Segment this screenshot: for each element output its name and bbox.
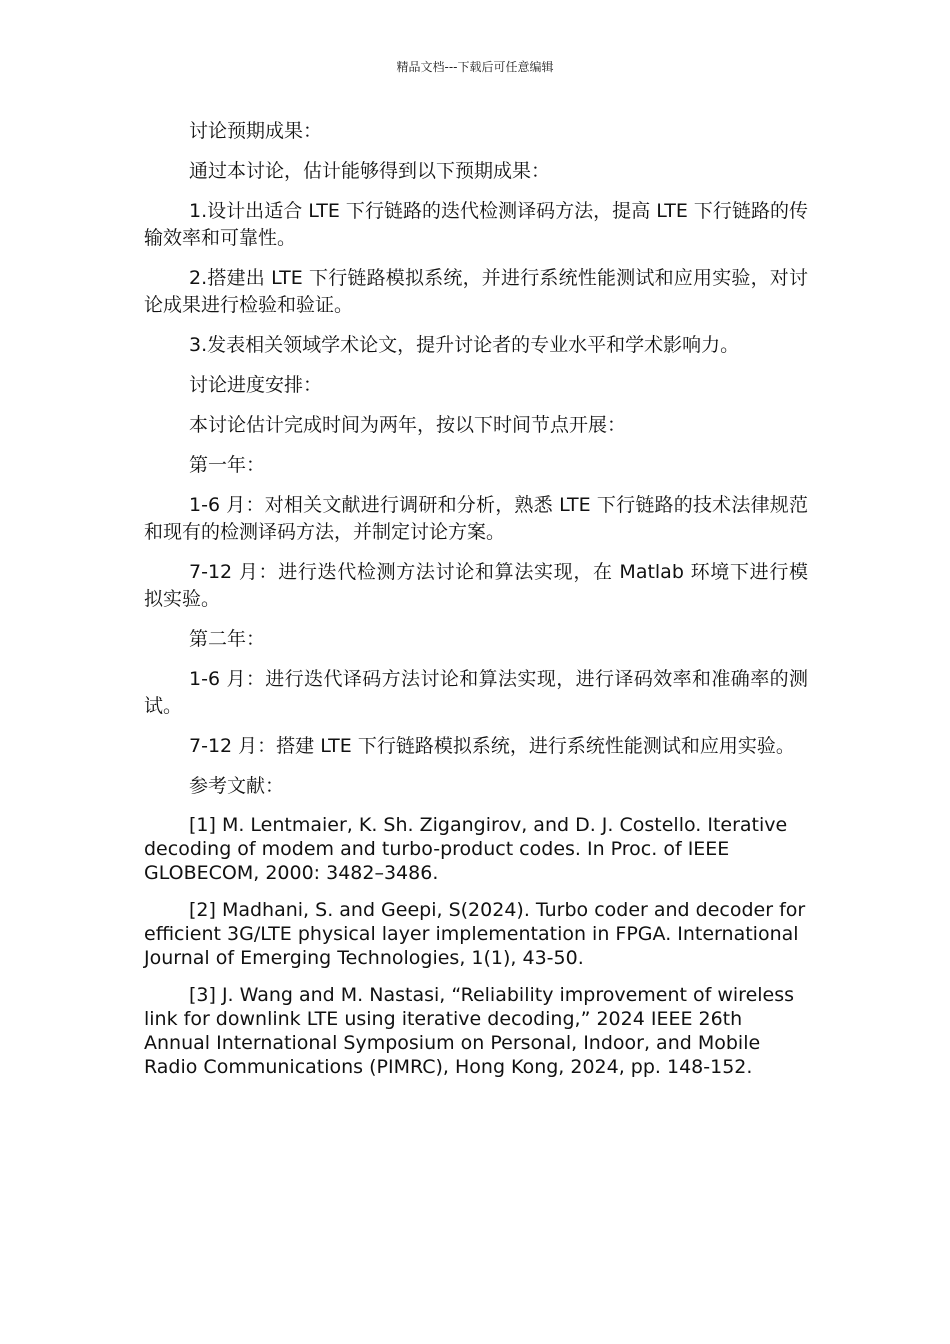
heading-schedule: 讨论进度安排：	[189, 374, 323, 396]
reference-1: [1] M. Lentmaier, K. Sh. Zigangirov, and D. J. Costello. Iterative decoding of modem and turbo-product codes. In Proc. of IEEE GLOBECOM, 2000: 3482–3486.	[144, 814, 788, 884]
expected-result-2: 2.搭建出 LTE 下行链路模拟系统，并进行系统性能测试和应用实验，对讨论成果进行检验和验证。	[144, 267, 808, 316]
year-one-months-1-6: 1-6 月：对相关文献进行调研和分析，熟悉 LTE 下行链路的技术法律规范和现有的检测译码方法，并制定讨论方案。	[144, 494, 808, 543]
heading-references: 参考文献：	[189, 775, 285, 797]
reference-2: [2] Madhani, S. and Geepi, S(2024). Turbo coder and decoder for efficient 3G/LTE physical layer implementation in FPGA. International Journal of Emerging Technologies, 1(1), 43-50.	[144, 899, 806, 969]
expected-result-1: 1.设计出适合 LTE 下行链路的迭代检测译码方法，提高 LTE 下行链路的传输效率和可靠性。	[144, 200, 808, 249]
year-two-label: 第二年：	[189, 628, 266, 650]
page-header: 精品文档---下载后可任意编辑	[396, 60, 554, 74]
reference-3: [3] J. Wang and M. Nastasi, “Reliability improvement of wireless link for downlink LTE using iterative decoding,” 2024 IEEE 26th Annual International Symposium on Personal, Indoor, and Mobile Radio Communications (PIMRC), Hong Kong, 2024, pp. 148-152.	[144, 984, 795, 1078]
intro-schedule: 本讨论估计完成时间为两年，按以下时间节点开展：	[189, 414, 627, 436]
year-two-months-1-6: 1-6 月：进行迭代译码方法讨论和算法实现，进行译码效率和准确率的测试。	[144, 668, 808, 717]
year-one-label: 第一年：	[189, 454, 266, 476]
document-body	[144, 118, 808, 1092]
year-two-months-7-12: 7-12 月：搭建 LTE 下行链路模拟系统，进行系统性能测试和应用实验。	[189, 735, 795, 757]
intro-expected-results: 通过本讨论，估计能够得到以下预期成果：	[189, 160, 551, 182]
heading-expected-results: 讨论预期成果：	[189, 120, 323, 142]
year-one-months-7-12: 7-12 月：进行迭代检测方法讨论和算法实现，在 Matlab 环境下进行模拟实验。	[144, 561, 808, 610]
expected-result-3: 3.发表相关领域学术论文，提升讨论者的专业水平和学术影响力。	[189, 334, 740, 356]
